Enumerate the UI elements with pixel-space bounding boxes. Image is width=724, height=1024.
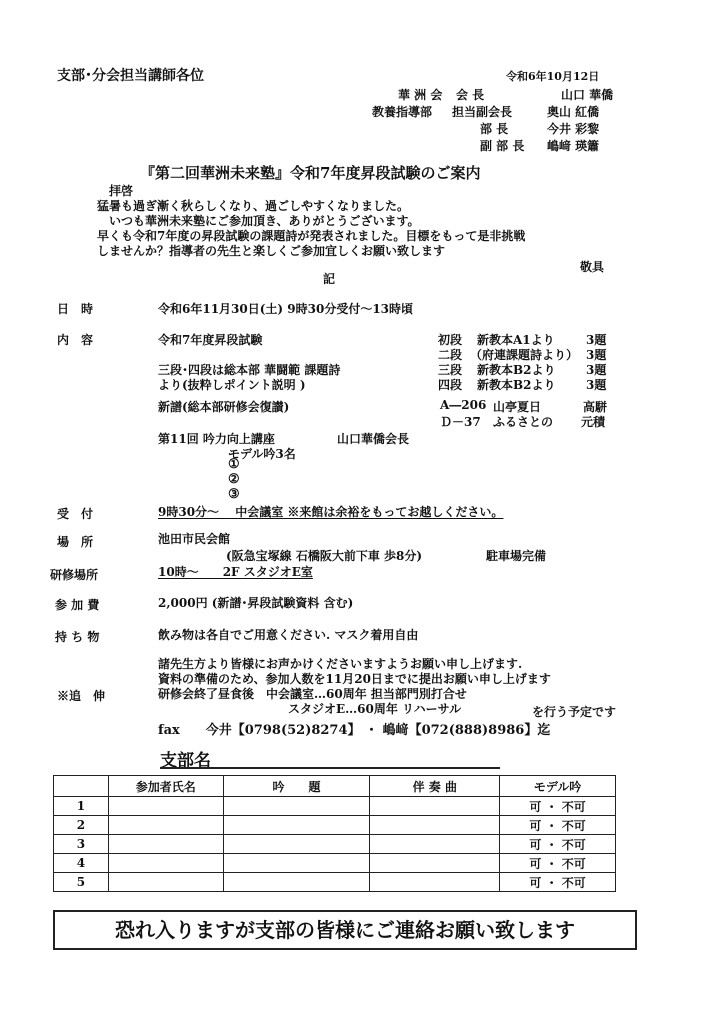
- sender-title-4: 副 部 長: [480, 139, 525, 153]
- exam-text-3: 新教本B2より: [477, 363, 556, 377]
- table-row: [54, 816, 616, 835]
- accompaniment-cell[interactable]: [370, 816, 500, 835]
- sender-org-2: 教養指導部: [372, 105, 433, 119]
- shinpu-title-2: ふるさとの: [493, 415, 554, 429]
- accompaniment-cell[interactable]: [370, 835, 500, 854]
- reception-label: 受 付: [57, 507, 94, 521]
- greeting-line-4: しませんか？指導者の先生と楽しくご参加宜しくお願い致します: [97, 244, 446, 258]
- accompaniment-cell[interactable]: [370, 797, 500, 816]
- col-header-no: [54, 776, 109, 797]
- issue-date: 令和6年10月12日: [506, 70, 600, 83]
- exam-text-2: （府連課題詩より）: [470, 348, 579, 362]
- ps-plan: を行う予定です: [532, 705, 617, 719]
- poem-cell[interactable]: [223, 816, 370, 835]
- model-choice-cell[interactable]: 可 ・ 不可: [500, 854, 616, 873]
- model-label: モデル吟3名: [228, 447, 296, 461]
- ps-label: ※追 伸: [57, 689, 106, 703]
- col-header-accompaniment: 伴 奏 曲: [370, 776, 500, 797]
- exam-level-3: 三段: [438, 363, 463, 377]
- table-row: [54, 873, 616, 892]
- greeting-line-2: いつも華洲未来塾にご参加頂き、ありがとうございます。: [97, 214, 420, 228]
- exam-count-1: 3題: [586, 333, 607, 347]
- col-header-name: 参加者氏名: [108, 776, 223, 797]
- sender-name-2: 奥山 紅僑: [547, 105, 600, 119]
- poem-cell[interactable]: [223, 797, 370, 816]
- exam-count-4: 3題: [586, 378, 607, 392]
- reception-value: 9時30分～ 中会議室 ※来館は余裕をもってお越しください。: [158, 505, 504, 519]
- exam-level-2: 二段: [438, 348, 463, 362]
- sender-org-1: 華 洲 会: [398, 88, 443, 102]
- sender-title-2: 担当副会長: [452, 105, 513, 119]
- lecture-title: 第11回 吟力向上講座: [158, 432, 275, 446]
- bring-label: 持 ち 物: [55, 630, 100, 644]
- content-label: 内 容: [57, 333, 94, 347]
- bring-value: 飲み物は各自でご用意ください. マスク着用自由: [158, 628, 419, 642]
- model-num-3: ③: [228, 487, 240, 502]
- place-access: (阪急宝塚線 石橋阪大前下車 歩8分): [226, 549, 423, 563]
- footer-note-box: [53, 910, 637, 950]
- content-main: 令和7年度昇段試験: [158, 333, 263, 347]
- content-sub-2: より(抜粋しポイント説明 ): [158, 378, 306, 392]
- shinpu-code-1: A―206: [440, 398, 487, 412]
- place-label: 場 所: [57, 535, 94, 549]
- sender-name-3: 今井 彩黎: [547, 122, 600, 136]
- shinpu-author-1: 高駢: [583, 400, 608, 414]
- participant-name-cell[interactable]: [108, 835, 223, 854]
- training-value: 10時～ 2F スタジオE室: [158, 565, 313, 579]
- exam-count-3: 3題: [586, 363, 607, 377]
- branch-name-label: 支部名: [160, 751, 211, 771]
- fee-label: 参 加 費: [55, 598, 100, 612]
- shinpu-code-2: Ｄ－37: [440, 415, 481, 429]
- footer-note: 恐れ入りますが支部の皆様にご連絡お願い致します: [115, 918, 575, 942]
- registration-table: [53, 775, 616, 892]
- ps-line-3: 研修会終了昼食後 中会議室…60周年 担当部門別打合せ: [158, 687, 467, 701]
- sender-title-1: 会 長: [456, 88, 485, 102]
- shinpu-author-2: 元積: [581, 415, 606, 429]
- shinpu-title-1: 山亭夏日: [493, 400, 542, 414]
- participant-name-cell[interactable]: [108, 816, 223, 835]
- training-label: 研修場所: [50, 568, 99, 582]
- participant-name-cell[interactable]: [108, 873, 223, 892]
- lecture-speaker: 山口華僑会長: [337, 432, 410, 446]
- document-title: 『第二回華洲未来塾』令和7年度昇段試験のご案内: [140, 164, 481, 182]
- col-header-poem: 吟 題: [223, 776, 370, 797]
- table-row: [54, 835, 616, 854]
- exam-text-1: 新教本A1より: [477, 333, 555, 347]
- content-sub-1: 三段･四段は総本部 華闘範 課題詩: [158, 363, 341, 377]
- model-choice-cell[interactable]: 可 ・ 不可: [500, 816, 616, 835]
- poem-cell[interactable]: [223, 873, 370, 892]
- participant-name-cell[interactable]: [108, 854, 223, 873]
- shinpu-label: 新譜(総本部研修会復讃): [158, 400, 290, 414]
- exam-level-4: 四段: [438, 378, 463, 392]
- participant-name-cell[interactable]: [108, 797, 223, 816]
- row-number: 3: [54, 835, 109, 854]
- poem-cell[interactable]: [223, 854, 370, 873]
- datetime-value: 令和6年11月30日(土) 9時30分受付～13時頃: [158, 302, 414, 316]
- ps-line-1: 諸先生方より皆様にお声かけくださいますようお願い申し上げます.: [158, 657, 523, 671]
- ps-line-2: 資料の準備のため、参加人数を11月20日までに提出お願い申し上げます: [158, 672, 551, 686]
- greeting-opening: 拝啓: [109, 184, 134, 198]
- datetime-label: 日 時: [57, 302, 94, 316]
- poem-cell[interactable]: [223, 835, 370, 854]
- table-header-row: [54, 776, 616, 797]
- ps-studio: スタジオE…60周年 リハーサル: [288, 702, 462, 716]
- row-number: 1: [54, 797, 109, 816]
- place-parking: 駐車場完備: [486, 549, 547, 563]
- model-num-1: ①: [228, 457, 240, 472]
- row-number: 5: [54, 873, 109, 892]
- sender-name-1: 山口 華僑: [561, 88, 614, 102]
- fee-value: 2,000円 (新譜･昇段試験資料 含む): [158, 596, 354, 610]
- table-row: [54, 797, 616, 816]
- greeting-line-3: 早くも令和7年度の昇段試験の課題詩が発表されました。目標をもって是非挑戦: [97, 229, 526, 243]
- addressee: 支部･分会担当講師各位: [57, 68, 204, 84]
- sender-name-4: 嶋﨑 瑛簫: [547, 139, 600, 153]
- accompaniment-cell[interactable]: [370, 854, 500, 873]
- fax-contact: fax 今井【0798(52)8274】 ・ 嶋﨑【072(888)8986】迄: [158, 723, 551, 738]
- model-choice-cell[interactable]: 可 ・ 不可: [500, 873, 616, 892]
- accompaniment-cell[interactable]: [370, 873, 500, 892]
- model-choice-cell[interactable]: 可 ・ 不可: [500, 797, 616, 816]
- row-number: 4: [54, 854, 109, 873]
- exam-text-4: 新教本B2より: [477, 378, 556, 392]
- model-num-2: ②: [228, 472, 240, 487]
- exam-level-1: 初段: [438, 333, 463, 347]
- branch-name-line[interactable]: [160, 767, 500, 769]
- ki-mark: 記: [323, 272, 336, 286]
- sender-title-3: 部 長: [480, 122, 509, 136]
- row-number: 2: [54, 816, 109, 835]
- greeting-closing: 敬具: [580, 260, 605, 274]
- exam-count-2: 3題: [586, 348, 607, 362]
- col-header-model: モデル吟: [500, 776, 616, 797]
- greeting-line-1: 猛暑も過ぎ漸く秋らしくなり、過ごしやすくなりました。: [97, 199, 410, 213]
- model-choice-cell[interactable]: 可 ・ 不可: [500, 835, 616, 854]
- place-value: 池田市民会館: [158, 532, 231, 546]
- table-row: [54, 854, 616, 873]
